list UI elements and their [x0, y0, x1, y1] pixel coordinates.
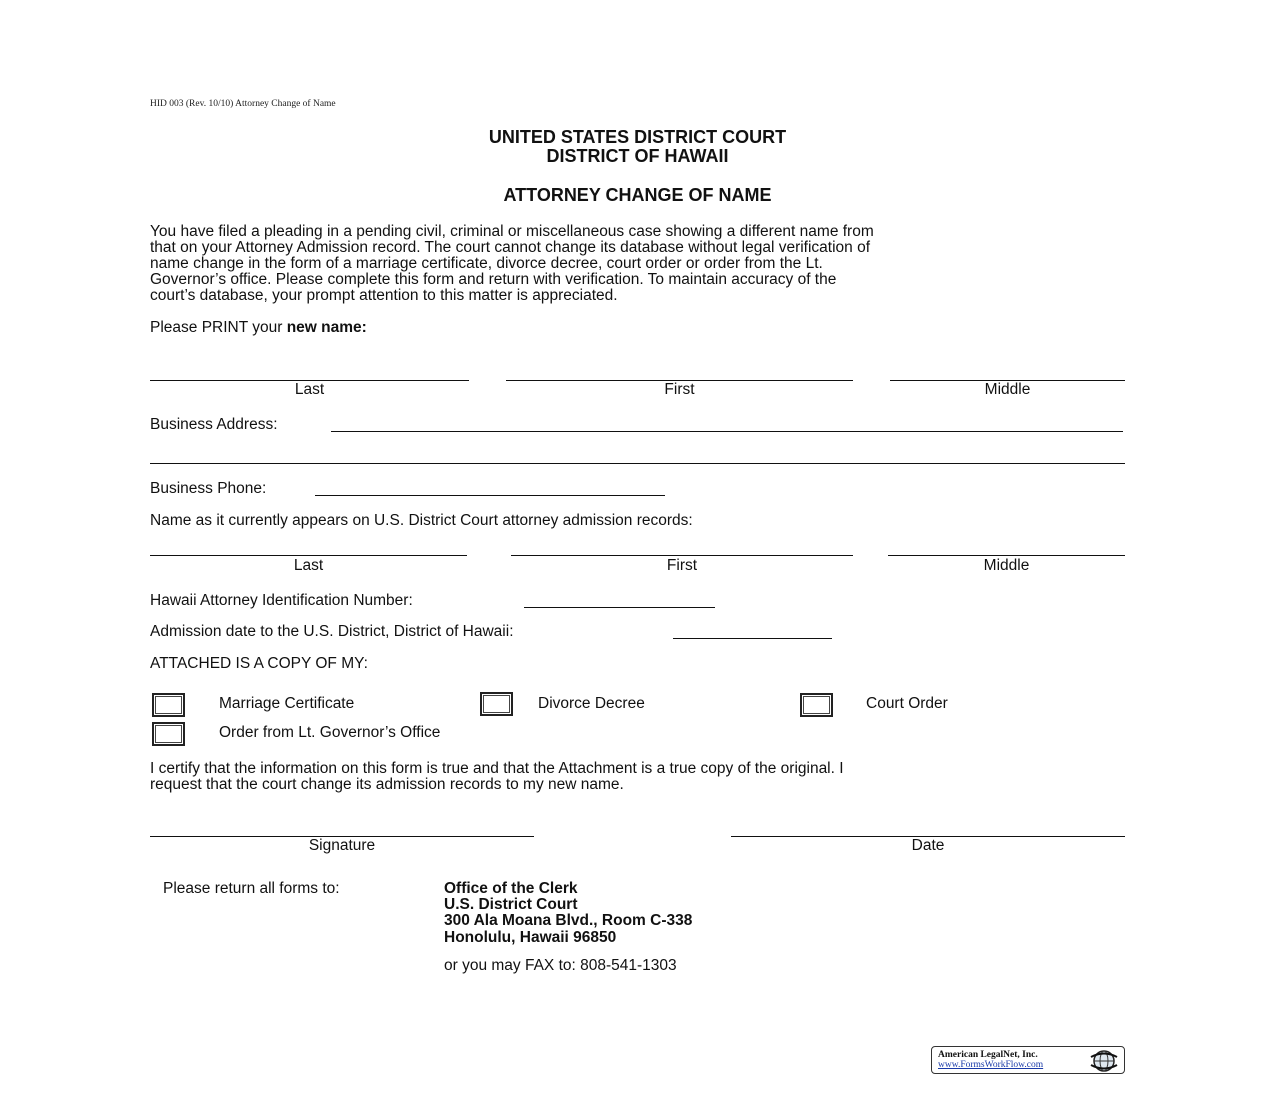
certify-line: I certify that the information on this form is true and that the Attachment is a true copy of the original. I [150, 760, 844, 777]
admission-date-field[interactable] [673, 638, 832, 639]
current-first-name-field[interactable] [511, 555, 853, 556]
intro-paragraph [150, 224, 1135, 304]
attorney-id-label: Hawaii Attorney Identification Number: [150, 592, 413, 609]
court-order-label: Court Order [866, 695, 948, 712]
business-phone-label: Business Phone: [150, 480, 267, 497]
intro-line: name change in the form of a marriage certificate, divorce decree, court order or order from the Lt. [150, 255, 823, 272]
return-address-line: Office of the Clerk [444, 880, 578, 897]
intro-line: You have filed a pleading in a pending civil, criminal or miscellaneous case showing a different name from [150, 223, 874, 240]
current-last-name-field[interactable] [150, 555, 467, 556]
intro-line: Governor’s office. Please complete this form and return with verification. To maintain accuracy of the [150, 271, 837, 288]
business-address-field[interactable] [331, 431, 1123, 432]
divorce-decree-label: Divorce Decree [538, 695, 645, 712]
return-address-line: U.S. District Court [444, 896, 578, 913]
return-address-line: 300 Ala Moana Blvd., Room C-338 [444, 912, 693, 929]
attached-heading: ATTACHED IS A COPY OF MY: [150, 655, 368, 672]
return-address-line: Honolulu, Hawaii 96850 [444, 929, 617, 946]
badge-company: American LegalNet, Inc. [938, 1050, 1038, 1060]
business-phone-field[interactable] [315, 495, 665, 496]
form-id: HID 003 (Rev. 10/10) Attorney Change of Name [150, 99, 336, 109]
certify-line: request that the court change its admission records to my new name. [150, 776, 624, 793]
new-name-prompt: Please PRINT your new name: [150, 319, 367, 336]
badge-url-link[interactable]: www.FormsWorkFlow.com [938, 1060, 1044, 1070]
lt-governor-order-label: Order from Lt. Governor’s Office [219, 724, 441, 741]
lt-governor-order-checkbox[interactable] [152, 722, 185, 746]
new-name-emphasis: new name: [286, 319, 367, 336]
new-first-label: First [664, 381, 695, 398]
current-middle-label: Middle [983, 557, 1030, 574]
signature-label: Signature [308, 837, 376, 854]
forms-workflow-badge[interactable] [931, 1046, 1125, 1074]
admission-date-label: Admission date to the U.S. District, District of Hawaii: [150, 623, 514, 640]
court-name: UNITED STATES DISTRICT COURT [488, 127, 787, 147]
current-last-label: Last [293, 557, 324, 574]
fax-info: or you may FAX to: 808-541-1303 [444, 957, 677, 974]
form-title: ATTORNEY CHANGE OF NAME [503, 185, 772, 205]
current-first-label: First [666, 557, 698, 574]
court-order-checkbox[interactable] [800, 693, 833, 717]
business-address-field-line2[interactable] [150, 463, 1125, 464]
current-middle-name-field[interactable] [888, 555, 1125, 556]
new-middle-label: Middle [984, 381, 1031, 398]
marriage-certificate-checkbox[interactable] [152, 693, 185, 717]
attorney-id-field[interactable] [524, 607, 715, 608]
current-name-prompt: Name as it currently appears on U.S. District Court attorney admission records: [150, 512, 693, 529]
new-last-label: Last [294, 381, 325, 398]
return-label: Please return all forms to: [163, 880, 340, 897]
marriage-certificate-label: Marriage Certificate [219, 695, 355, 712]
intro-line: that on your Attorney Admission record. The court cannot change its database without legal verification of [150, 239, 871, 256]
business-address-label: Business Address: [150, 416, 278, 433]
court-district: DISTRICT OF HAWAII [546, 146, 729, 166]
intro-line: court’s database, your prompt attention to this matter is appreciated. [150, 287, 618, 304]
globe-icon [1087, 1049, 1121, 1073]
divorce-decree-checkbox[interactable] [480, 692, 513, 716]
certify-paragraph [150, 761, 1135, 793]
date-label: Date [911, 837, 945, 854]
